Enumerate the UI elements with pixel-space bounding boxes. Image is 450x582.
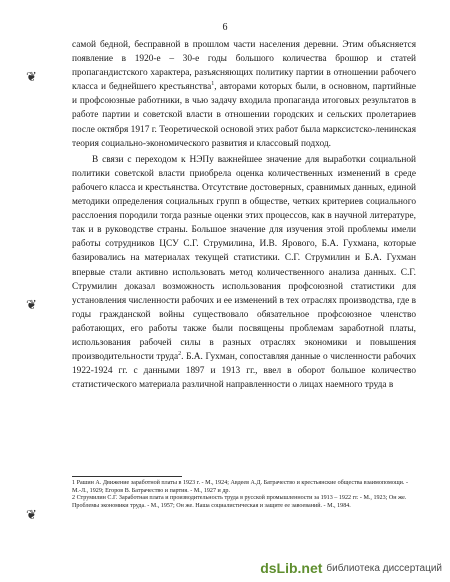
watermark-logo: dsLib.net — [260, 560, 323, 576]
footnotes — [72, 480, 416, 510]
paragraph — [72, 153, 416, 393]
footnote: 1 Рашин А. Движение заработной платы в 1923 г. - М., 1924; Авдеев А.Д. Батрачество и крестьянские общества взаимопомощи. - М.-Л., 1929; Егоров В. Батрачество и партия. - М., 1927 и др. — [72, 480, 408, 494]
paragraph-text: самой бедной, бесправной в прошлом части населения деревни. Этим объясняется появление в 1920-е – 30-е годы большого количества брошюр и статей пропагандистского характера, разъясняющих политику партии в отношении рабочего класса и беднейшего крестьянства — [72, 40, 416, 93]
ornament-icon: ❦ — [26, 507, 37, 522]
footnote-ref: 1 — [211, 81, 215, 88]
paragraph — [72, 38, 416, 151]
footnote: 2 Струмилин С.Г. Заработная плата и производительность труда в русской промышленности за 1913 – 1922 гг. - М., 1923; Он же. Проблемы экономики труда. - М., 1957; Он же. Наша социалистическая и защите ее завоеваний. - М., 1984. — [72, 495, 407, 509]
watermark-text: библиотека диссертаций — [326, 562, 442, 574]
ornament-icon: ❦ — [26, 69, 37, 84]
footnote-divider — [72, 476, 182, 477]
paragraph-text: . Б.А. Гухман, сопоставляя данные о численности рабочих 1922-1924 гг. с данными 1897 и 1913 гг., ввел в оборот большое количество статистического материала различной направленности о лицах наемного труда в — [72, 352, 417, 391]
paragraph-text: В связи с переходом к НЭПу важнейшее значение для выработки социальной политики советской власти приобрела оценка количественных изменений в среде рабочего класса и крестьянства. Отсутствие достоверных, сравнимых данных, единой методики определения социальных групп в обществе, четких критериев социального расслоения породили тогда разные оценки этих процессов, как в научной литературе, так и в руководстве страны. Большое значение для изучения этой проблемы имели работы сотрудников ЦСУ С.Г. Струмилина, И.В. Ярового, Б.А. Гухмана, которые базировались на материалах текущей статистики. С.Г. Струмилин и Б.А. Гухман впервые стали активно использовать метод количественного анализа данных. С.Г. Струмилин доказал возможность использования профсоюзной статистики для установления численности рабочих и ее изменений в тех отраслях производства, где в годы гражданской войны существовало обязательное профсоюзное членство работающих, его работы также были посвящены проблемам заработной платы, использования рабочей силы в разных отраслях экономики и повышения производительности труда — [72, 154, 416, 363]
body-text — [72, 38, 416, 392]
watermark — [260, 560, 442, 576]
paragraph-text: , авторами которых были, в основном, партийные и профсоюзные работники, в чью задачу входила пропаганда итоговых результатов в работе партии и советской власти в отношении городских и сельских пролетариев после октября 1917 г. Теоретической основой этих работ была марксистско-ленинская теория социально-экономического развития и классовый подход. — [72, 82, 416, 149]
ornament-icon: ❦ — [26, 297, 37, 312]
page-number: 6 — [222, 22, 228, 33]
footnote-ref: 2 — [178, 350, 182, 357]
